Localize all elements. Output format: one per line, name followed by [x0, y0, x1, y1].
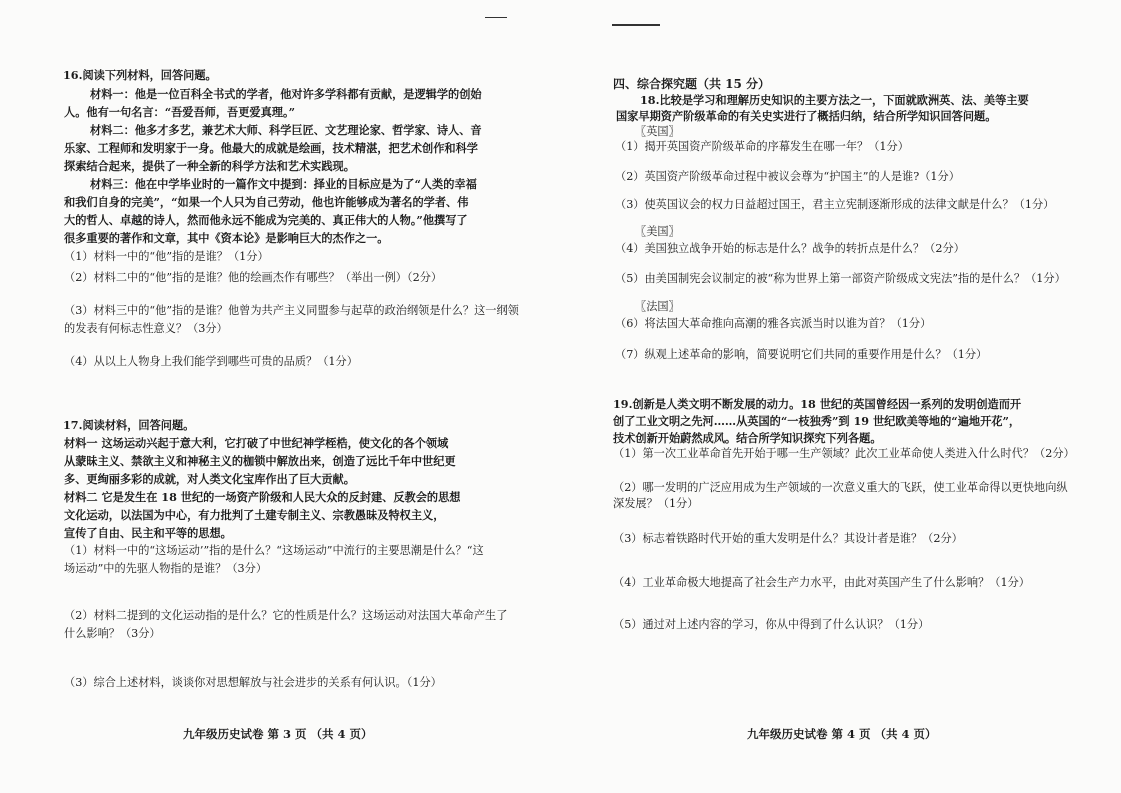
q19-question-2: （2）哪一发明的广泛应用成为生产领域的一次意义重大的飞跃，使工业革命得以更快地向纵: [613, 481, 1068, 494]
q16-question-2: （2）材料二中的“他”指的是谁？他的绘画杰作有哪些？（举出一例）（2分）: [64, 271, 443, 284]
q17-material-2: 宣传了自由、民主和平等的思想。: [64, 526, 232, 540]
q16-material-2: 探索结合起来，提供了一种全新的科学方法和艺术实践现。: [64, 159, 355, 173]
q17-material-1: 从蒙昧主义、禁欲主义和神秘主义的枷锁中解放出来，创造了远比千年中世纪更: [64, 454, 456, 468]
q19-question-2: 深发展？（1分）: [613, 497, 699, 510]
q18-heading-usa: 〖美国〗: [635, 225, 680, 238]
q18-question-3: （3）使英国议会的权力日益超过国王，君主立宪制逐渐形成的法律文献是什么？（1分）: [615, 198, 1055, 211]
q18-heading-france: 〖法国〗: [635, 300, 680, 313]
q16-material-1: 人。他有一句名言：“吾爱吾师，吾更爱真理。”: [64, 105, 296, 119]
q18-question-5: （5）由美国制宪会议制定的被“称为世界上第一部资产阶级成文宪法”指的是什么？（1分）: [615, 272, 1066, 285]
q17-material-1: 多、更绚丽多彩的成就，对人类文化宝库作出了巨大贡献。: [64, 472, 355, 486]
section-4-title: 四、综合探究题（共 15 分）: [613, 77, 771, 91]
q18-intro: 国家早期资产阶级革命的有关史实进行了概括归纳，结合所学知识回答问题。: [616, 109, 997, 123]
q18-heading-england: 〖英国〗: [635, 125, 680, 138]
q17-material-2: 文化运动，以法国为中心，有力批判了土建专制主义、宗教愚昧及特权主义，: [64, 508, 445, 522]
q16-material-3: 和我们自身的完美”，“如果一个人只为自己劳动，他也许能够成为著名的学者、伟: [64, 195, 469, 209]
q17-question-1: （1）材料一中的“这场运动’”指的是什么？“这场运动”中流行的主要思潮是什么？“这: [64, 544, 484, 557]
q18-question-6: （6）将法国大革命推向高潮的雅各宾派当时以谁为首？（1分）: [615, 317, 932, 330]
page-4: [560, 0, 1120, 793]
q16-material-3: 大的哲人、卓越的诗人，然而他永远不能成为完美的、真正伟大的人物。”他撰写了: [64, 213, 468, 227]
question-16-title: 16.阅读下列材料，回答问题。: [63, 68, 217, 82]
q16-question-3: （3）材料三中的“他”指的是谁？他曾为共产主义同盟参与起草的政治纲领是什么？这一纲领: [64, 304, 519, 317]
q17-question-2: 什么影响？（3分）: [64, 627, 161, 640]
q18-question-7: （7）纵观上述革命的影响，简要说明它们共同的重要作用是什么？（1分）: [615, 348, 988, 361]
q17-question-2: （2）材料二提到的文化运动指的是什么？它的性质是什么？这场运动对法国大革命产生了: [64, 609, 508, 622]
q18-intro: 18.比较是学习和理解历史知识的主要方法之一，下面就欧洲英、法、美等主要: [640, 93, 1029, 107]
q19-question-3: （3）标志着铁路时代开始的重大发明是什么？其设计者是谁？（2分）: [613, 532, 963, 545]
page-4-footer: 九年级历史试卷 第 4 页 （共 4 页）: [747, 727, 937, 741]
q19-intro: 技术创新开始蔚然成风。结合所学知识探究下列各题。: [613, 431, 882, 445]
q16-material-2: 材料二：他多才多艺，兼艺术大师、科学巨匠、文艺理论家、哲学家、诗人、音: [90, 123, 482, 137]
page-3: [0, 0, 560, 793]
q18-question-4: （4）美国独立战争开始的标志是什么？战争的转折点是什么？（2分）: [615, 242, 965, 255]
q18-question-1: （1）揭开英国资产阶级革命的序幕发生在哪一年？（1分）: [615, 140, 909, 153]
q16-material-2: 乐家、工程师和发明家于一身。他最大的成就是绘画，技术精湛，把艺术创作和科学: [64, 141, 478, 155]
q16-question-1: （1）材料一中的“他”指的是谁？（1分）: [64, 250, 269, 263]
q17-question-3: （3）综合上述材料，谈谈你对思想解放与社会进步的关系有何认识。（1分）: [64, 676, 442, 689]
q16-material-3: 材料三：他在中学毕业时的一篇作文中提到：择业的目标应是为了“人类的幸福: [90, 177, 477, 191]
q16-question-4: （4）从以上人物身上我们能学到哪些可贵的品质？（1分）: [64, 355, 358, 368]
q16-material-1: 材料一：他是一位百科全书式的学者，他对许多学科都有贡献，是逻辑学的创始: [90, 87, 482, 101]
q19-question-5: （5）通过对上述内容的学习，你从中得到了什么认识？（1分）: [613, 618, 930, 631]
q16-material-3: 很多重要的著作和文章，其中《资本论》是影响巨大的杰作之一。: [64, 231, 389, 245]
q17-material-1: 材料一 这场运动兴起于意大利，它打破了中世纪神学桎梏，使文化的各个领域: [64, 436, 449, 450]
q19-question-4: （4）工业革命极大地提高了社会生产力水平，由此对英国产生了什么影响？（1分）: [613, 576, 1030, 589]
page-3-footer: 九年级历史试卷 第 3 页 （共 4 页）: [183, 727, 373, 741]
q19-question-1: （1）第一次工业革命首先开始于哪一生产领域？此次工业革命使人类进入什么时代？（2分）: [613, 447, 1075, 460]
q19-intro: 创了工业文明之先河……从英国的“一枝独秀”到 19 世纪欧美等地的“遍地开花”，: [613, 414, 1021, 428]
question-17-title: 17.阅读材料，回答问题。: [63, 418, 195, 432]
q17-material-2: 材料二 它是发生在 18 世纪的一场资产阶级和人民大众的反封建、反教会的思想: [64, 490, 461, 504]
q18-question-2: （2）英国资产阶级革命过程中被议会尊为“护国主”的人是谁?（1分）: [615, 170, 960, 183]
q19-intro: 19.创新是人类文明不断发展的动力。18 世纪的英国曾经因一系列的发明创造而开: [613, 397, 1022, 411]
q16-question-3: 的发表有何标志性意义？（3分）: [64, 322, 228, 335]
q17-question-1: 场运动”中的先驱人物指的是谁？（3分）: [64, 562, 268, 575]
